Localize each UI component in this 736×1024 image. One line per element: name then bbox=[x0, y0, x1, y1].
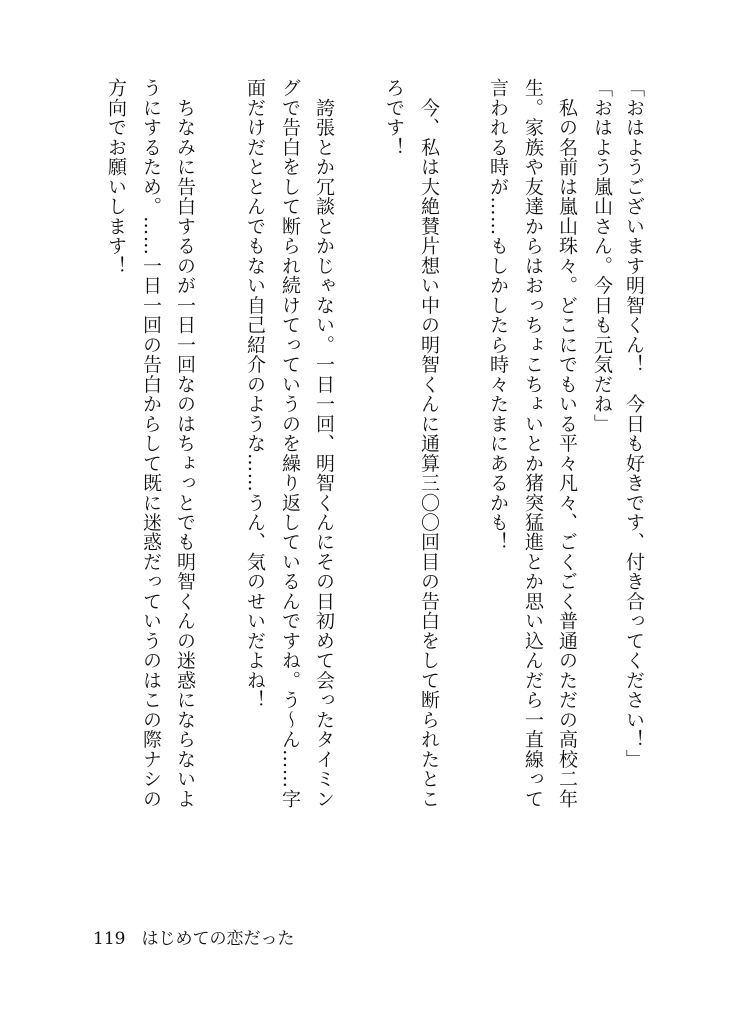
text-column-2: 「おはよう嵐山さん。今日も元気だね」 bbox=[591, 78, 613, 434]
text-column-4: 生。家族や友達からはおっちょこちょいとか猪突猛進とか思い込んだら一直線って bbox=[522, 78, 544, 809]
page-number: 119 bbox=[93, 929, 126, 949]
text-column-12: うにするため。……一日一回の告白からして既に迷惑だっていうのはこの際ナシの bbox=[140, 78, 162, 809]
text-column-1: 「おはようございます明智くん！ 今日も好きです、付き合ってください！」 bbox=[623, 78, 645, 769]
text-column-10: 面だけだととんでもない自己紹介のような……うん、気のせいだよね！ bbox=[244, 78, 266, 710]
book-title: はじめての恋だった bbox=[141, 929, 295, 949]
text-column-9: グで告白をして断られ続けてっていうのを繰り返しているんですね。う〜ん……字 bbox=[279, 78, 301, 809]
text-column-8: 誇張とか冗談とかじゃない。一日一回、明智くんにその日初めて会ったタイミン bbox=[313, 78, 335, 809]
text-column-5: 言われる時が……もしかしたら時々たまにあるかも！ bbox=[487, 78, 509, 552]
text-column-6: 今、私は大絶賛片想い中の明智くんに通算三〇〇回目の告白をして断られたとこ bbox=[418, 78, 440, 809]
text-column-13: 方向でお願いします！ bbox=[105, 78, 127, 276]
text-column-11: ちなみに告白するのが一日一回なのはちょっとでも明智くんの迷惑にならないよ bbox=[174, 78, 196, 809]
page-footer bbox=[93, 927, 294, 951]
text-column-7: ろです！ bbox=[383, 78, 405, 157]
text-column-3: 私の名前は嵐山珠々。どこにでもいる平々凡々、ごくごく普通のただの高校二年 bbox=[556, 78, 578, 809]
